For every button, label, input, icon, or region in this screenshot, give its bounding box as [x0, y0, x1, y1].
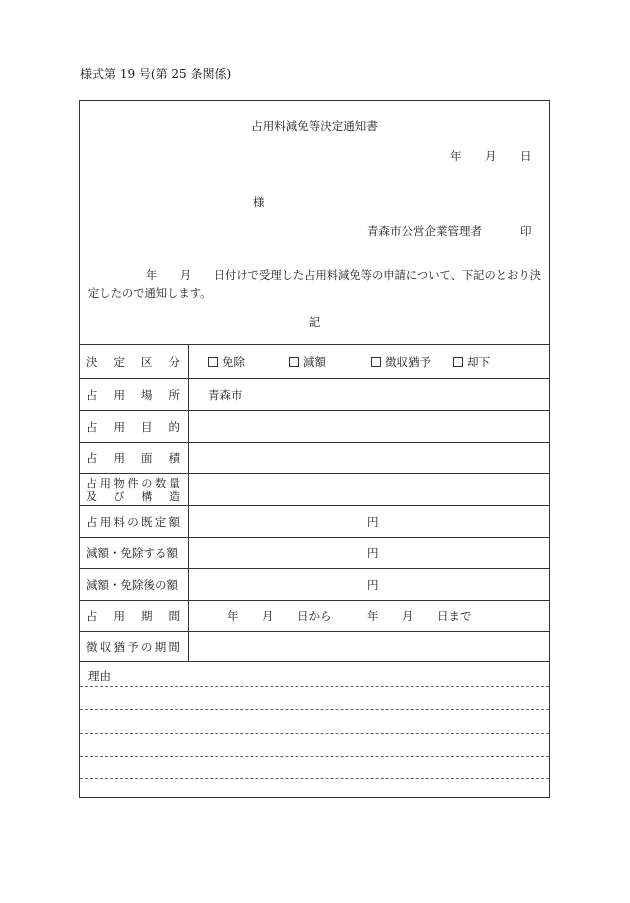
label-area [80, 443, 189, 473]
option-exemption[interactable]: 免除 [208, 354, 245, 370]
purpose-field[interactable] [189, 411, 549, 442]
label-place [80, 379, 189, 410]
place-value[interactable]: 青森市 [208, 387, 243, 402]
notice-body: 年 月 日付けで受理した占用料減免等の申請について、下記のとおり決定したので通知します。 [88, 269, 541, 300]
issuer: 青森市公営企業管理者 [367, 224, 482, 238]
label-text: 占 用 料 の 既 定 額 [86, 514, 180, 529]
row-decision [80, 344, 549, 378]
period-start-month: 月 [262, 609, 274, 623]
deferral-period-field[interactable] [189, 632, 549, 661]
decision-options [189, 345, 549, 378]
row-place [80, 378, 549, 410]
reason-line [80, 756, 549, 757]
period-from: 日から [297, 609, 332, 623]
label-purpose [80, 411, 189, 442]
option-rejection[interactable]: 却下 [453, 354, 490, 370]
label-period [80, 601, 189, 631]
period-end-month: 月 [402, 609, 414, 623]
reason-line [80, 709, 549, 710]
option-deferral[interactable]: 徴収猶予 [371, 354, 431, 370]
reason-label: 理由 [88, 669, 111, 683]
existing-fee-field[interactable] [189, 506, 549, 537]
reason-line [80, 778, 549, 779]
label-objects [80, 474, 189, 505]
yen-unit: 円 [367, 577, 379, 592]
checkbox-icon [289, 357, 299, 367]
label-text: 徴 収 猶 予 の 期 間 [86, 639, 180, 654]
label-deferral-period [80, 632, 189, 661]
row-existing-fee [80, 505, 549, 537]
notice-header [80, 101, 549, 344]
label-text: 占 用 物 件 の 数 量 [86, 476, 180, 490]
after-amount-field[interactable] [189, 569, 549, 600]
label-decision [80, 345, 189, 378]
ki-heading: 記 [308, 315, 321, 329]
label-text: 占 用 場 所 [86, 387, 180, 402]
checkbox-icon [453, 357, 463, 367]
reduction-amount-field[interactable] [189, 538, 549, 568]
label-reduction-amount: 減額・免除する額 [80, 538, 189, 568]
period-start-year: 年 [227, 609, 239, 623]
row-area [80, 442, 549, 473]
checkbox-icon [371, 357, 381, 367]
label-text: 占 用 期 間 [86, 609, 180, 623]
yen-unit: 円 [367, 514, 379, 529]
addressee-suffix: 様 [253, 195, 265, 209]
row-period [80, 600, 549, 631]
form-frame [79, 100, 550, 798]
reason-line [80, 686, 549, 687]
row-reduction-amount [80, 537, 549, 568]
period-end-year: 年 [367, 609, 379, 623]
yen-unit: 円 [367, 546, 379, 560]
period-until: 日まで [437, 609, 472, 623]
row-deferral-period [80, 631, 549, 661]
document-title: 占用料減免等決定通知書 [251, 119, 378, 133]
objects-field[interactable] [189, 474, 549, 505]
reason-section[interactable] [80, 661, 549, 799]
area-field[interactable] [189, 443, 549, 473]
date-year: 年 [450, 149, 462, 163]
label-text: 占 用 面 積 [86, 451, 180, 465]
seal-mark: 印 [520, 224, 532, 238]
period-field[interactable] [189, 601, 549, 631]
date-day: 日 [520, 149, 532, 163]
option-reduction[interactable]: 減額 [289, 354, 326, 370]
label-existing-fee [80, 506, 189, 537]
label-after-amount: 減額・免除後の額 [80, 569, 189, 600]
reason-line [80, 733, 549, 734]
form-number: 様式第 19 号(第 25 条関係) [80, 67, 232, 81]
row-purpose [80, 410, 549, 442]
label-text: 占 用 目 的 [86, 419, 180, 434]
label-text: 決 定 区 分 [86, 354, 180, 369]
checkbox-icon [208, 357, 218, 367]
row-after-amount [80, 568, 549, 600]
row-objects [80, 473, 549, 505]
label-text: 及 び 構 造 [86, 489, 180, 503]
date-month: 月 [485, 149, 497, 163]
